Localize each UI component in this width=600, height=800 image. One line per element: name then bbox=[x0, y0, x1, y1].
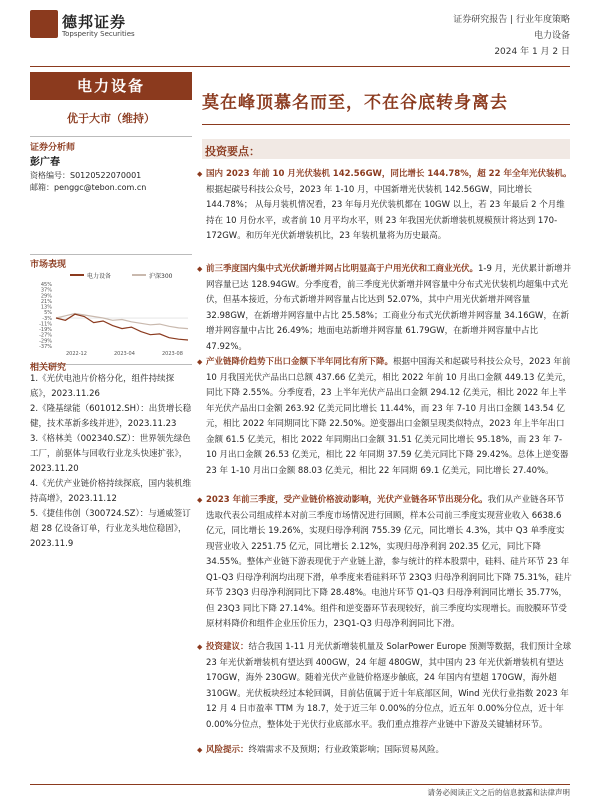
header-sector: 电力设备 bbox=[533, 31, 570, 41]
related-research-list bbox=[30, 372, 192, 552]
paragraph-lead: 2023 年前三季度，受产业链价格波动影响，光伏产业链各环节出现分化。 bbox=[206, 495, 488, 505]
title-divider bbox=[202, 124, 570, 125]
market-performance-chart bbox=[30, 270, 192, 358]
list-item[interactable]: 3.《格林美（002340.SZ）：世界领先绿色工厂，前驱体与回收行业龙头快速扩张》，2023.11.20 bbox=[30, 434, 191, 474]
divider bbox=[30, 254, 192, 255]
analyst-heading: 证券分析师 bbox=[30, 143, 76, 153]
list-item[interactable]: 4.《光伏产业链价格持续探底，国内装机维持高增》，2023.11.12 bbox=[30, 479, 192, 504]
divider bbox=[30, 136, 192, 137]
y-tick-label: -3% bbox=[42, 315, 52, 322]
series-line-csi300 bbox=[56, 314, 188, 329]
paragraph-lead: 国内 2023 年前 10 月光伏装机 142.56GW，同比增长 144.78%，超 22 年全年光伏装机。 bbox=[206, 169, 572, 179]
paragraph-lead: 风险提示： bbox=[206, 745, 249, 755]
logo-english-name: Topsperity Securities bbox=[62, 30, 135, 38]
footer-disclaimer: 请务必阅读正文之后的信息披露和法律声明 bbox=[427, 788, 570, 797]
y-tick-label: 21% bbox=[40, 298, 52, 305]
y-tick-label: 13% bbox=[40, 304, 52, 311]
list-item[interactable]: 5.《捷佳伟创（300724.SZ）：与通威签订超 28 亿设备订单，行业龙头地位稳固》，2023.11.9 bbox=[30, 509, 191, 549]
header-meta bbox=[453, 12, 570, 60]
market-heading: 市场表现 bbox=[30, 260, 67, 270]
key-points-heading: 投资要点： bbox=[205, 145, 260, 158]
header-divider bbox=[30, 66, 570, 67]
paragraph-lead: 产业链降价趋势下出口金额下半年同比有所下降。 bbox=[206, 357, 394, 367]
y-tick-label: 37% bbox=[40, 287, 52, 294]
paragraph-body: 终端需求不及预期；行业政策影响；国际贸易风险。 bbox=[248, 745, 445, 755]
y-tick-label: 29% bbox=[40, 293, 52, 300]
y-tick-label: -19% bbox=[39, 327, 52, 334]
paragraph-body: 结合我国 1-11 月光伏新增装机量及 SolarPower Europe 预测等数据，我们预计全球 23 年光伏新增装机有望达到 400GW，24 年超 480GW，其中国内 23 年光伏新增装机有望达 170GW，海外 230GW。随着光伏产业链价格逐步触底，24 年国内有望超 170GW，海外超 310GW。光伏板块经过本轮回调，目前估值属于近十年底部区间，Wind 光伏行业指数 2023 年 12 月 4 日市盈率 TTM 为 18.7，处于近三年 0.00%的分位点，近五年 0.00%分位点，近十年 0.00%分位点，整体处于光伏行业底部水平。我们重点推荐产业链中下游及关键辅材环节。 bbox=[206, 642, 572, 730]
paragraph-body: 我们从产业链各环节选取代表公司组成样本对前三季度市场情况进行回顾，样本公司前三季度实现营业收入 6638.6 亿元，同比增长 19.26%，实现归母净利润 755.39 亿元，同比增长 4.3%，其中 Q3 单季度实现营业收入 2251.75 亿元，同比增长 2.12%，实现归母净利润 202.35 亿元，同比下降 34.55%。整体产业链下游表现优于产业链上游，参与统计的样本股票中，硅料、硅片环节 23 年 Q1-Q3 归母净利润均出现下滑，单季度来看硅料环节 23Q3 归母净利润同比下降 75.31%，硅片环节 23Q3 归母净利润同比下降 28.48%。电池片环节 Q1-Q3 归母净利润同比增长 35.77%，但 23Q3 同比下降 27.14%。组件和逆变器环节表现较好，前三季度均实现增长。而胶膜环节受原材料降价和组件企业压价压力，23Q1-Q3 归母净利润同比下滑。 bbox=[206, 495, 572, 629]
y-tick-label: -27% bbox=[39, 332, 52, 339]
sector-label: 电力设备 bbox=[30, 72, 192, 100]
analyst-name: 彭广春 bbox=[30, 157, 60, 168]
x-tick-label: 2023-04 bbox=[114, 351, 135, 357]
list-item[interactable]: 1.《光伏电池片价格分化，组件持续探底》，2023.11.26 bbox=[30, 374, 175, 399]
y-tick-label: 45% bbox=[40, 282, 52, 288]
key-point-paragraph bbox=[206, 743, 572, 759]
key-point-paragraph bbox=[206, 640, 572, 733]
x-tick-label: 2023-08 bbox=[162, 351, 183, 357]
company-logo-icon bbox=[30, 10, 58, 38]
related-heading: 相关研究 bbox=[30, 363, 67, 373]
report-date: 2024 年 1 月 2 日 bbox=[494, 47, 570, 57]
y-tick-label: -29% bbox=[39, 338, 52, 345]
report-title: 莫在峰顶慕名而至，不在谷底转身离去 bbox=[202, 93, 508, 113]
key-point-paragraph bbox=[206, 493, 572, 633]
y-tick-label: -37% bbox=[39, 344, 52, 350]
logo-chinese-name: 德邦证券 bbox=[62, 13, 127, 31]
list-item[interactable]: 2.《隆基绿能（601012.SH）：出货增长稳健，技术革新多线并进》，2023.11.23 bbox=[30, 404, 192, 429]
y-tick-label: -11% bbox=[39, 321, 52, 328]
x-tick-label: 2022-12 bbox=[66, 351, 87, 357]
legend-label: 沪深300 bbox=[149, 273, 173, 280]
paragraph-body: 根据中国海关和起碳号科技公众号，2023 年前 10 月我国光伏产品出口总额 437.66 亿美元，相比 2022 年前 10 月出口金额 449.13 亿美元，同比下降 2.55%。分季度看，23 上半年光伏产品出口金额 294.12 亿美元，相比 2022 年上半年光伏产品出口金额 263.92 亿美元同比增长 11.44%，而 23 年 7-10 月出口金额 143.54 亿元，相比 2022 年同期同比下降 22.50%。逆变器出口金额呈现类似特点，2023 年上半年出口金额 61.5 亿美元，相比 2022 年同期出口金额 31.51 亿美元同比增长 95.18%，而 23 年 7-10 月出口金额 26.53 亿美元，相比 22 年同期 37.59 亿美元同比下降 29.42%。总体上逆变器 23 年 1-10 月出口金额 88.03 亿美元，相比 22 年同期 69.1 亿美元，同比增长 27.40%。 bbox=[206, 357, 572, 476]
paragraph-body: 根据起碳号科技公众号，2023 年 1-10 月，中国新增光伏装机 142.56GW，同比增长 144.78%； 从每月装机情况看，23 年每月光伏装机都在 10GW 以上，若 23 年最后 2 个月维持在 10 月份水平，或者前 10 月平均水平，则 23 年我国光伏新增装机规模预计将达到 170-172GW。和历年光伏新增装机比，23 年装机量将为历史最高。 bbox=[206, 184, 565, 241]
paragraph-lead: 投资建议： bbox=[206, 642, 249, 652]
y-tick-label: 5% bbox=[44, 310, 52, 317]
rating-label: 优于大市（维持） bbox=[67, 112, 155, 125]
report-type: 证券研究报告 | 行业年度策略 bbox=[453, 15, 570, 25]
key-point-paragraph bbox=[206, 355, 572, 479]
key-point-paragraph bbox=[206, 262, 572, 355]
key-point-paragraph bbox=[206, 167, 572, 245]
legend-label: 电力设备 bbox=[87, 273, 112, 280]
analyst-cert: 资格编号：S0120522070001 bbox=[30, 171, 142, 180]
analyst-email[interactable]: 邮箱：penggc@tebon.com.cn bbox=[30, 183, 147, 192]
paragraph-body: 1-9 月，光伏累计新增并网容量已达 128.94GW。分季度看，前三季度光伏新增并网容量中分布式光伏装机均超集中式光伏，但基本接近，分布式新增并网容量占比达到 52.07%，其中户用光伏新增并网容量 32.98GW，在新增并网容量中占比 25.58%；工商业分布式光伏新增并网容量 34.16GW，在新增并网容量中占比 26.49%；地面电站新增并网容量 61.79GW，在新增并网容量中占比 47.92%。 bbox=[206, 264, 572, 352]
paragraph-lead: 前三季度国内集中式光伏新增并网占比明显高于户用光伏和工商业光伏。 bbox=[206, 264, 479, 274]
footer-divider bbox=[30, 784, 570, 785]
